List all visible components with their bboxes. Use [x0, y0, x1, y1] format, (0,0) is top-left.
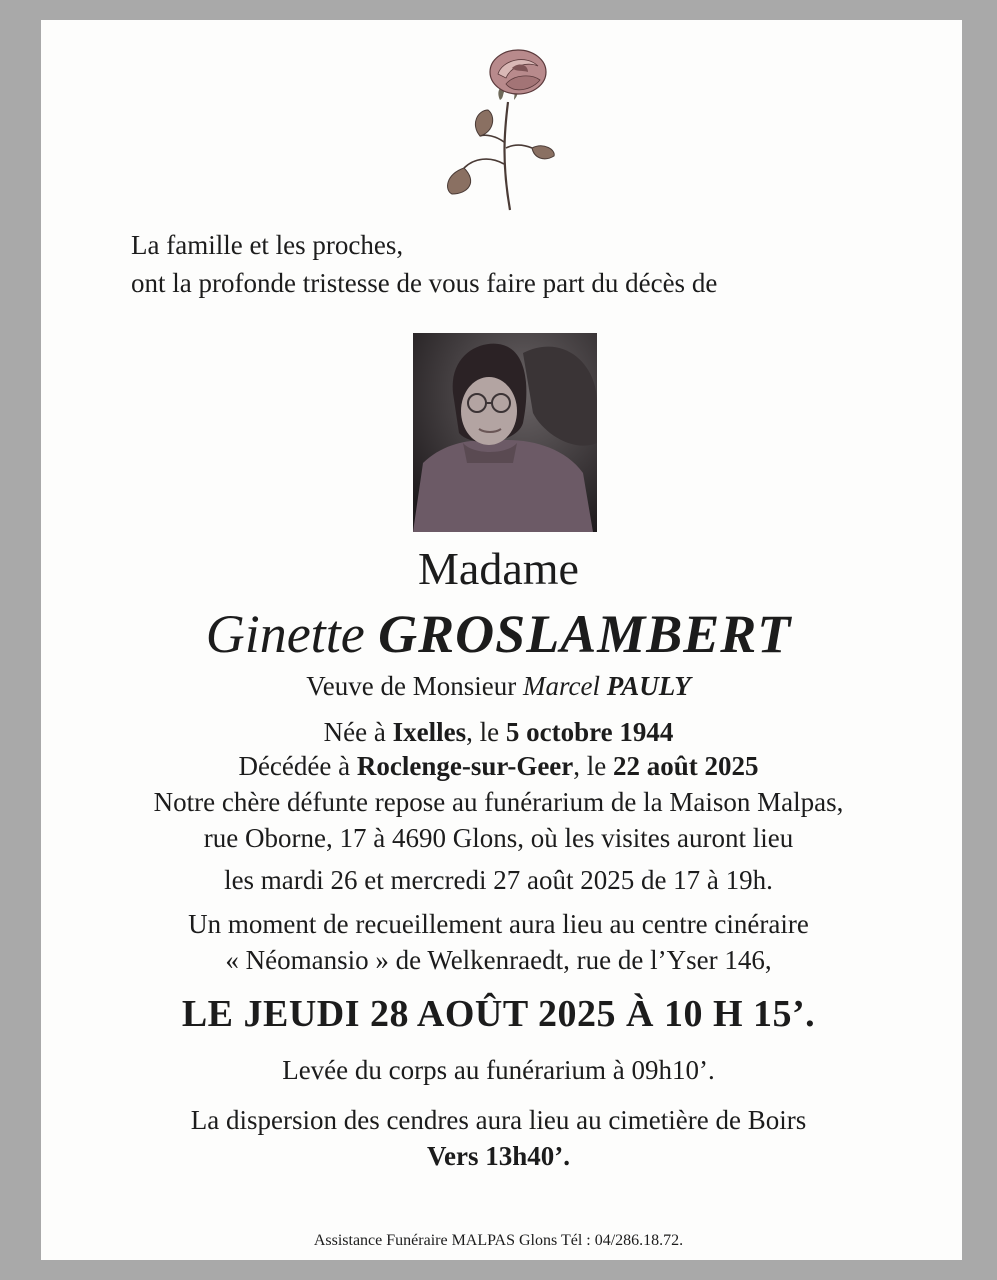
spouse-last-name: PAULY — [606, 671, 691, 701]
intro-line-2: ont la profonde tristesse de vous faire part du décès de — [131, 268, 718, 298]
deceased-first-name: Ginette — [205, 604, 365, 664]
birth-prefix: Née à — [323, 717, 386, 747]
ceremony-date: LE JEUDI 28 AOÛT 2025 À 10 H 15’. — [181, 993, 816, 1035]
levee-line: Levée du corps au funérarium à 09h10’. — [282, 1055, 715, 1085]
ceremony-line-1: Un moment de recueillement aura lieu au centre cinéraire — [188, 909, 809, 939]
visits-line-3: les mardi 26 et mercredi 27 août 2025 de 17 à 19h. — [224, 865, 773, 895]
ceremony-line-2: « Néomansio » de Welkenraedt, rue de l’Yser 146, — [225, 945, 772, 975]
widow-prefix: Veuve de Monsieur — [306, 671, 517, 701]
death-place: Roclenge-sur-Geer — [356, 751, 574, 781]
deceased-title: Madame — [418, 543, 579, 594]
death-prefix: Décédée à — [238, 751, 351, 781]
visits-line-1: Notre chère défunte repose au funérarium de la Maison Malpas, — [153, 787, 844, 817]
spouse-first-name: Marcel — [523, 671, 600, 701]
footer-contact: Assistance Funéraire MALPAS Glons Tél : 04/286.18.72. — [313, 1232, 684, 1249]
intro-line-1: La famille et les proches, — [131, 230, 404, 260]
dispersion-line-2: Vers 13h40’. — [426, 1141, 570, 1171]
death-line — [0, 748, 997, 784]
widow-line — [0, 668, 997, 704]
rose-icon — [440, 44, 560, 214]
birth-date: 5 octobre 1944 — [505, 717, 674, 747]
birth-line — [0, 714, 997, 750]
death-mid: , le — [573, 751, 607, 781]
deceased-last-name: GROSLAMBERT — [378, 604, 792, 664]
intro-text — [131, 226, 891, 302]
visits-line-2: rue Oborne, 17 à 4690 Glons, où les visites auront lieu — [203, 823, 794, 853]
birth-mid: , le — [466, 717, 500, 747]
dispersion-line-1: La dispersion des cendres aura lieu au cimetière de Boirs — [190, 1105, 807, 1135]
deceased-name — [0, 600, 997, 668]
portrait-photo — [413, 333, 597, 532]
death-date: 22 août 2025 — [613, 751, 759, 781]
birth-place: Ixelles — [392, 717, 467, 747]
